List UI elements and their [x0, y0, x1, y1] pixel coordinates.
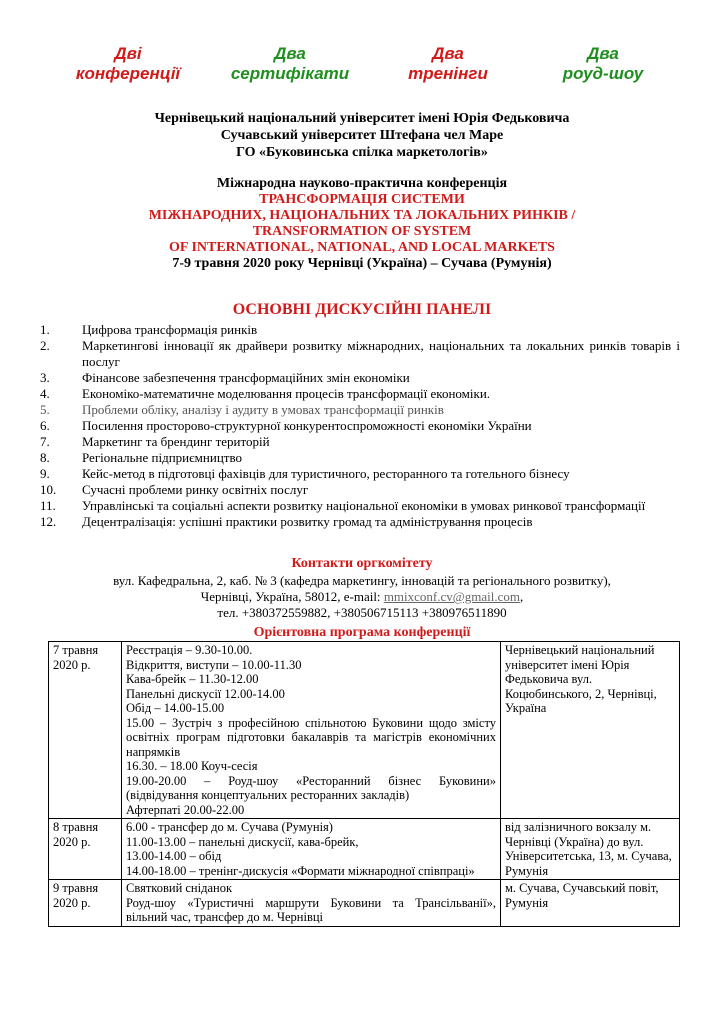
place-cell: Чернівецький національний університет імені Юрія Федьковича вул. Коцюбинського, 2, Чернівці, Україна [501, 642, 680, 819]
highlight-line: Два [587, 44, 619, 63]
list-item [40, 434, 680, 450]
date-cell [49, 880, 122, 927]
organizer-line: Сучавський університет Штефана чел Маре [220, 128, 504, 143]
list-item-text: Регіональне підприємництво [82, 450, 243, 465]
list-item [40, 322, 680, 338]
list-item-number: 3. [40, 370, 50, 385]
highlight-roadshows [533, 44, 673, 84]
event-line: Панельні дискусії 12.00-14.00 [126, 686, 285, 701]
event-line: Святковий сніданок [126, 881, 233, 895]
highlight-conferences [58, 44, 198, 84]
date-cell [49, 819, 122, 880]
list-item-number: 12. [40, 514, 57, 529]
conference-dates: 7-9 травня 2020 року Чернівці (Україна) – Сучава (Румунія) [172, 256, 552, 271]
list-item [40, 482, 680, 498]
place-cell: від залізничного вокзалу м. Чернівці (Україна) до вул. Університетська, 13, м. Сучава, Румунія [501, 819, 680, 880]
list-item-text: Цифрова трансформація ринків [82, 322, 258, 337]
email-suffix: , [519, 589, 524, 604]
highlight-line: конференції [75, 64, 181, 83]
list-item-number: 2. [40, 338, 50, 353]
event-line: Роуд-шоу «Туристичні маршрути Буковини та Трансільванії», вільний час, трансфер до м. Чернівці [126, 895, 496, 924]
event-line: 16.30. – 18.00 Коуч-сесія [126, 759, 258, 773]
email-link[interactable]: mmixconf.cv@gmail.com [383, 589, 520, 604]
events-cell [122, 880, 501, 927]
events-cell [122, 819, 501, 880]
list-item-number: 10. [40, 482, 57, 497]
date-year: 2020 р. [53, 834, 91, 849]
contact-city-line [0, 589, 724, 605]
conference-title-line: TRANSFORMATION OF SYSTEM [252, 224, 472, 239]
list-item-number: 1. [40, 322, 50, 337]
list-item-text: Децентралізація: успішні практики розвитку громад та адміністрування процесів [82, 514, 533, 529]
contact-phones: тел. +380372559882, +380506715113 +380976511890 [217, 605, 507, 620]
highlight-line: Два [274, 44, 306, 63]
highlight-certificates [220, 44, 360, 84]
list-item [40, 514, 680, 530]
list-item-number: 6. [40, 418, 50, 433]
table-row [49, 819, 680, 880]
highlight-line: роуд-шоу [562, 64, 644, 83]
conference-title-line: ТРАНСФОРМАЦІЯ СИСТЕМИ [259, 192, 465, 207]
list-item [40, 418, 680, 434]
place-cell: м. Сучава, Сучавський повіт, Румунія [501, 880, 680, 927]
list-item-text: Маркетинг та брендинг територій [82, 434, 270, 449]
date-year: 2020 р. [53, 895, 91, 910]
organizer-line: ГО «Буковинська спілка маркетологів» [236, 145, 488, 160]
event-line: Реєстрація – 9.30-10.00. [126, 643, 253, 657]
list-item-text: Проблеми обліку, аналізу і аудиту в умовах трансформації ринків [82, 402, 444, 417]
event-line: 13.00-14.00 – обід [126, 849, 222, 863]
event-line: 6.00 - трансфер до м. Сучава (Румунія) [126, 820, 333, 834]
highlight-line: сертифікати [230, 64, 350, 83]
list-item-text: Фінансове забезпечення трансформаційних змін економіки [82, 370, 410, 385]
highlights-row [0, 44, 724, 88]
list-item-text: Кейс-метод в підготовці фахівців для туристичного, ресторанного та готельного бізнесу [82, 466, 570, 481]
date-cell [49, 642, 122, 819]
list-item [40, 450, 680, 466]
event-line: 15.00 – Зустріч з професійною спільнотою Буковини щодо змісту освітніх програм підготовки бакалаврів та магістрів економічних напрямків [126, 715, 496, 759]
date-day: 9 травня [53, 881, 99, 895]
event-line: Кава-брейк – 11.30-12.00 [126, 672, 259, 686]
list-item [40, 466, 680, 482]
list-item-text: Управлінські та соціальні аспекти розвитку національної економіки в умовах ринкової трансформації [82, 498, 646, 513]
table-row [49, 642, 680, 819]
contact-address-line: вул. Кафедральна, 2, каб. № 3 (кафедра маркетингу, інновацій та регіонального розвитку), [113, 573, 611, 588]
highlight-line: Дві [114, 44, 142, 63]
list-item-number: 4. [40, 386, 50, 401]
list-item-number: 11. [40, 498, 56, 513]
event-line: 19.00-20.00 – Роуд-шоу «Ресторанний бізнес Буковини» (відвідування концептуальних ресторанних закладів) [126, 773, 496, 802]
contact-city-text: Чернівці, Україна, 58012, e-mail: [200, 589, 381, 604]
list-item [40, 498, 680, 514]
panels-heading: ОСНОВНІ ДИСКУСІЙНІ ПАНЕЛІ [232, 301, 492, 318]
highlight-trainings [378, 44, 518, 84]
date-day: 8 травня [53, 820, 99, 834]
event-line: Афтерпаті 20.00-22.00 [126, 802, 245, 817]
events-cell [122, 642, 501, 819]
conference-title-line: OF INTERNATIONAL, NATIONAL, AND LOCAL MARKETS [169, 240, 555, 255]
event-line: Обід – 14.00-15.00 [126, 701, 225, 715]
event-line: 11.00-13.00 – панельні дискусії, кава-брейк, [126, 834, 359, 849]
conference-type: Міжнародна науково-практична конференція [216, 176, 508, 191]
conference-info [0, 176, 724, 272]
event-line: Відкриття, виступи – 10.00-11.30 [126, 657, 302, 672]
list-item-text: Сучасні проблеми ринку освітніх послуг [82, 482, 309, 497]
list-item-number: 7. [40, 434, 50, 449]
list-item-text: Посилення просторово-структурної конкурентоспроможності економіки України [82, 418, 532, 433]
list-item-number: 9. [40, 466, 50, 481]
organizers [0, 110, 724, 161]
list-item-text: Маркетингові інновації як драйвери розвитку міжнародних, національних та локальних ринків товарів і послуг [82, 338, 680, 369]
list-item-number: 5. [40, 402, 50, 417]
contacts-heading: Контакти оргкомітету [291, 556, 433, 571]
date-year: 2020 р. [53, 657, 91, 672]
event-line: 14.00-18.00 – тренінг-дискусія «Формати міжнародної співпраці» [126, 863, 475, 878]
list-item [40, 338, 680, 370]
conference-title-line: МІЖНАРОДНИХ, НАЦІОНАЛЬНИХ ТА ЛОКАЛЬНИХ РИНКІВ / [148, 208, 576, 223]
date-day: 7 травня [53, 643, 99, 657]
list-item [40, 370, 680, 386]
highlight-line: тренінги [408, 64, 488, 83]
program-table [48, 641, 680, 927]
list-item-text: Економіко-математичне моделювання процесів трансформації економіки. [82, 386, 491, 401]
panels-list [40, 322, 680, 530]
list-item [40, 386, 680, 402]
contacts-block [0, 573, 724, 621]
list-item [40, 402, 680, 418]
program-heading: Орієнтовна програма конференції [253, 625, 471, 640]
table-row [49, 880, 680, 927]
list-item-number: 8. [40, 450, 50, 465]
organizer-line: Чернівецький національний університет імені Юрія Федьковича [154, 111, 570, 126]
highlight-line: Два [432, 44, 464, 63]
